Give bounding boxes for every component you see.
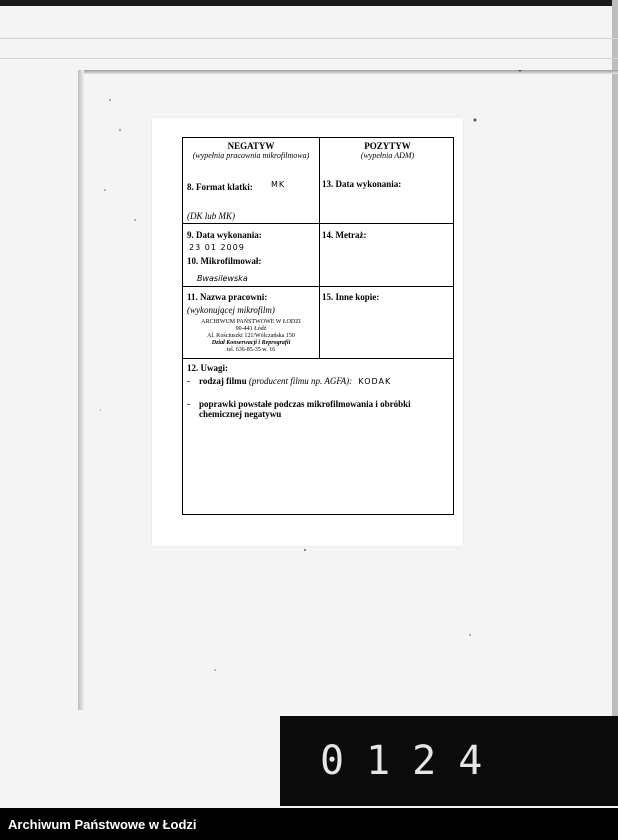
film-frame-counter-strip [280, 716, 618, 806]
stamp-line: 90-441 Łódź [235, 326, 267, 332]
stamp-line: tel. 636-85-35 w. 16 [226, 347, 276, 353]
field-12-item-corrections: poprawki powstałe podczas mikrofilmowania i obróbki chemicznej negatywu [199, 399, 411, 419]
film-edge-top [0, 0, 618, 6]
archive-footer [0, 808, 618, 840]
row-divider [183, 358, 453, 359]
pozytyw-title: POZYTYW [364, 141, 411, 151]
stamp-line: Dział Konserwacji i Reprografii [211, 340, 291, 346]
field-15-label: 15. Inne kopie: [322, 292, 380, 302]
field-13-label: 13. Data wykonania: [322, 179, 402, 189]
microfilm-form [182, 137, 454, 515]
negatyw-subtitle: (wypełnia pracownia mikrofilmowa) [192, 151, 310, 160]
scan-line [0, 58, 618, 59]
row-divider [183, 223, 453, 224]
film-type-hint: (producent filmu np. AGFA): [248, 376, 353, 386]
field-8-hint: (DK lub MK) [187, 211, 235, 221]
scan-line [0, 38, 618, 39]
film-type-label: rodzaj filmu [199, 376, 247, 386]
bullet-dash: - [187, 399, 190, 409]
bullet-dash: - [187, 376, 190, 386]
pozytyw-header [320, 141, 455, 160]
paper-shadow-vertical [78, 70, 84, 710]
film-edge-right [612, 0, 618, 725]
stamp-line: Al. Kościuszki 121/Wólczańska 150 [207, 333, 295, 339]
field-11-subtitle: (wykonującej mikrofilm) [187, 305, 275, 315]
archive-name: Archiwum Państwowe w Łodzi [8, 817, 197, 832]
frame-number: 0124 [320, 738, 505, 784]
field-8-label: 8. Format klatki: [187, 182, 253, 192]
field-11-label: 11. Nazwa pracowni: [187, 292, 268, 302]
field-12-label: 12. Uwagi: [187, 363, 228, 373]
field-10-label: 10. Mikrofilmował: [187, 256, 262, 266]
field-9-label: 9. Data wykonania: [187, 230, 262, 240]
film-type-value: KODAK [358, 377, 392, 386]
field-14-label: 14. Metraż: [322, 230, 367, 240]
stamp-line: ARCHIWUM PAŃSTWOWE W ŁODZI [201, 319, 301, 325]
field-10-value: Bwasilewska [197, 274, 248, 283]
column-divider [319, 138, 320, 358]
institution-stamp [183, 319, 319, 354]
field-8-value: MK [271, 180, 286, 189]
negatyw-title: NEGATYW [227, 141, 275, 151]
negatyw-header [183, 141, 319, 160]
pozytyw-subtitle: (wypełnia ADM) [360, 151, 415, 160]
field-12-item-film [199, 376, 391, 386]
row-divider [183, 286, 453, 287]
field-9-value: 23 01 2009 [189, 243, 245, 252]
